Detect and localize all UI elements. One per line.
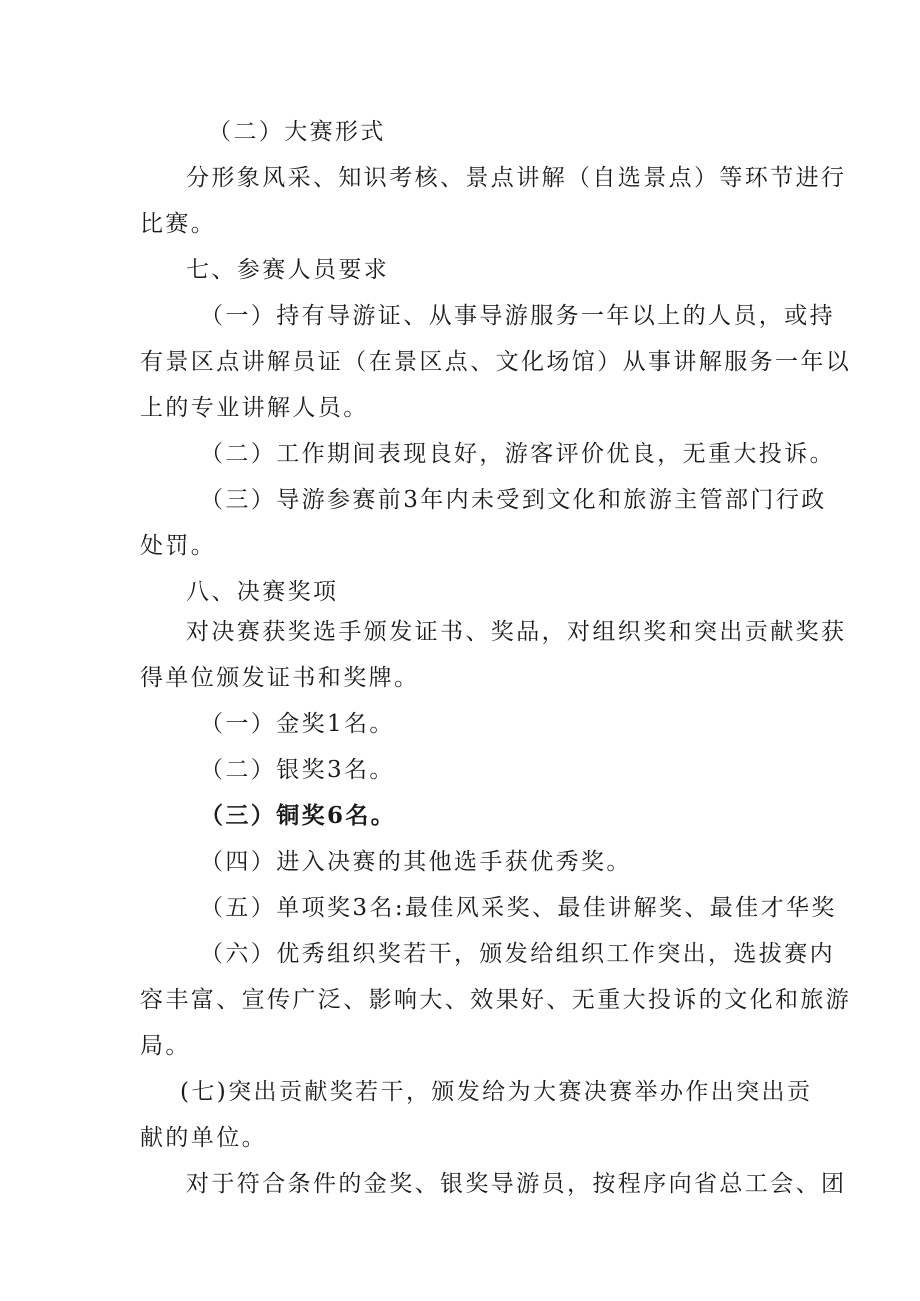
paragraph-line: （二）工作期间表现良好，游客评价优良，无重大投诉。 (200, 441, 835, 467)
paragraph-line: 容丰富、宣传广泛、影响大、效果好、无重大投诉的文化和旅游 (140, 987, 852, 1013)
paragraph-line: 有景区点讲解员证（在景区点、文化场馆）从事讲解服务一年以 (140, 349, 852, 375)
paragraph-line: 处罚。 (140, 533, 217, 559)
paragraph-line: 得单位颁发证书和奖牌。 (140, 665, 420, 691)
award-item-silver: （二）银奖3名。 (200, 757, 395, 783)
subheading-competition-format: （二）大赛形式 (208, 119, 386, 145)
section-heading-participant-requirements: 七、参赛人员要求 (186, 257, 390, 283)
paragraph-line: 献的单位。 (140, 1125, 267, 1151)
paragraph-line: 上的专业讲解人员。 (140, 395, 369, 421)
paragraph-line: （三）导游参赛前3年内未受到文化和旅游主管部门行政 (200, 487, 827, 513)
paragraph-line: 局。 (140, 1033, 191, 1059)
paragraph-line: 比赛。 (140, 211, 217, 237)
paragraph-line: （一）持有导游证、从事导游服务一年以上的人员，或持 (200, 303, 835, 329)
award-item-gold: （一）金奖1名。 (200, 711, 395, 737)
paragraph-line: 分形象风采、知识考核、景点讲解（自选景点）等环节进行 (186, 165, 847, 191)
award-item-individual: （五）单项奖3名:最佳风采奖、最佳讲解奖、最佳才华奖 (200, 895, 837, 921)
award-item-excellence: （四）进入决赛的其他选手获优秀奖。 (200, 849, 632, 875)
paragraph-line: 对决赛获奖选手颁发证书、奖品，对组织奖和突出贡献奖获 (186, 619, 847, 645)
paragraph-line: 对于符合条件的金奖、银奖导游员，按程序向省总工会、团 (186, 1171, 847, 1197)
award-item-contribution: (七)突出贡献奖若干，颁发给为大赛决赛举办作出突出贡 (180, 1079, 813, 1105)
award-item-organization: （六）优秀组织奖若干，颁发给组织工作突出，选拔赛内 (200, 941, 835, 967)
section-heading-final-awards: 八、决赛奖项 (186, 579, 339, 605)
award-item-bronze: （三）铜奖6名。 (200, 802, 397, 829)
